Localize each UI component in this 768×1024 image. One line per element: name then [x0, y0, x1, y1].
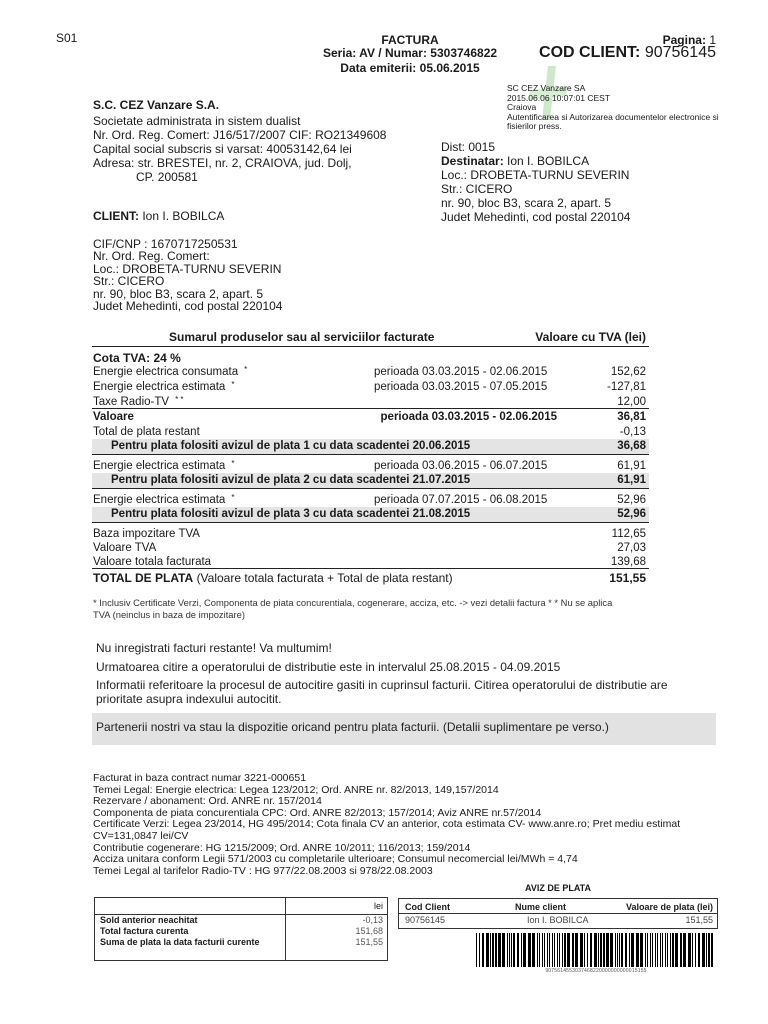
total-value: 112,65	[611, 528, 646, 540]
barcode-bar	[683, 933, 686, 967]
barcode-bar	[702, 933, 705, 967]
barcode-bar	[490, 933, 491, 967]
barcode-bar	[517, 933, 519, 967]
balance-label: Suma de plata la data facturii curente	[100, 937, 260, 947]
barcode-bar	[640, 933, 643, 967]
total-row	[92, 555, 649, 569]
barcode-bar	[711, 933, 713, 967]
barcode-bar	[652, 933, 653, 967]
summary-header-right: Valoare cu TVA (lei)	[535, 330, 646, 344]
client-heading	[93, 209, 224, 223]
barcode-bar	[672, 933, 674, 967]
row-label	[93, 395, 184, 409]
client-line: Nr. Ord. Reg. Comert:	[93, 249, 210, 264]
vat-rate: Cota TVA: 24 %	[93, 351, 181, 365]
grand-total-value: 151,55	[609, 571, 646, 585]
barcode-bar	[594, 933, 597, 967]
band-value: 36,68	[617, 440, 646, 452]
barcode-bar	[629, 933, 630, 967]
balance-header	[95, 898, 387, 915]
dist-code: Dist: 0015	[441, 140, 496, 154]
barcode-bar	[544, 933, 545, 967]
barcode-bar	[511, 933, 512, 967]
aviz-divider	[399, 913, 717, 914]
payment-notice-3	[92, 507, 649, 523]
barcode-bar	[479, 933, 480, 967]
client-line: CIF/CNP : 1670717250531	[93, 237, 238, 251]
row-label-text: Energie electrica estimata	[93, 381, 226, 393]
row-period: perioada 03.03.2015 - 07.05.2015	[374, 381, 548, 393]
grand-total-label: TOTAL DE PLATA	[93, 571, 194, 585]
aviz-client-name: Ion I. BOBILCA	[527, 915, 589, 925]
row-value: 12,00	[617, 396, 646, 408]
barcode-bar	[537, 933, 538, 967]
barcode-bar	[645, 933, 646, 967]
summary-header	[92, 329, 649, 347]
signature-line: fisierilor press.	[507, 121, 562, 132]
legal-line: CV=131,0847 lei/CV	[93, 829, 189, 842]
summary-row-value	[92, 410, 649, 424]
row-label-text: Energie electrica consumata	[93, 366, 239, 378]
barcode-bar	[486, 933, 489, 967]
barcode-bar	[575, 933, 578, 967]
summary-row	[92, 425, 649, 439]
barcode-bar	[502, 933, 505, 967]
band-value: 52,96	[617, 508, 646, 520]
recipient-name: Ion I. BOBILCA	[507, 154, 590, 168]
barcode-bar	[708, 933, 710, 967]
barcode-bar	[584, 933, 585, 967]
client-line: Judet Mehedinti, cod postal 220104	[93, 299, 283, 314]
band-label: Pentru plata folositi avizul de plata 3 cu data scadentei 21.08.2015	[111, 508, 471, 520]
balance-label: Total factura curenta	[100, 926, 189, 936]
row-star: *	[231, 493, 235, 502]
supplier-line: Societate administrata in sistem dualist	[93, 114, 301, 128]
row-period: perioada 03.03.2015 - 02.06.2015	[380, 411, 557, 423]
barcode-bar	[532, 933, 535, 967]
barcode-bar	[539, 933, 540, 967]
aviz-header-amount: Valoare de plata (lei)	[625, 902, 713, 912]
supplier-name: S.C. CEZ Vanzare S.A.	[93, 98, 220, 112]
barcode-bar	[636, 933, 639, 967]
row-label: Valoare	[93, 411, 134, 423]
barcode-bar	[647, 933, 648, 967]
aviz-box	[398, 898, 718, 929]
supplier-info	[93, 114, 386, 184]
barcode-bar	[619, 933, 620, 967]
recipient-line: Loc.: DROBETA-TURNU SEVERIN	[441, 168, 630, 182]
barcode-bars	[476, 933, 716, 967]
signature-line: Craiova	[507, 102, 537, 113]
barcode-bar	[562, 933, 563, 967]
signature-line: 2015.06.06 10:07:01 CEST	[507, 92, 611, 103]
grand-total-label-wrap	[93, 571, 453, 585]
barcode-bar	[495, 933, 497, 967]
client-code-value: 90756145	[644, 44, 716, 61]
client-label: CLIENT:	[93, 209, 139, 223]
summary-row	[92, 459, 649, 473]
aviz-client-code: 90756145	[405, 915, 446, 925]
barcode-bar	[523, 933, 526, 967]
band-label: Pentru plata folositi avizul de plata 1 cu data scadentei 20.06.2015	[111, 440, 471, 452]
barcode-bar	[559, 933, 560, 967]
barcode-bar	[549, 933, 550, 967]
invoice-title: FACTURA	[381, 33, 439, 47]
digital-signature	[507, 84, 719, 132]
barcode-bar	[492, 933, 494, 967]
row-label: Total de plata restant	[93, 426, 200, 438]
balance-value: -0,13	[362, 915, 383, 925]
barcode-bar	[698, 933, 700, 967]
barcode-bar	[476, 933, 477, 967]
barcode-bar	[670, 933, 671, 967]
aviz-header-name: Nume client	[515, 902, 567, 912]
page-code: S01	[56, 31, 78, 45]
client-line: Loc.: DROBETA-TURNU SEVERIN	[93, 261, 282, 276]
barcode-bar	[507, 933, 508, 967]
barcode-bar	[600, 933, 602, 967]
grand-total-note: (Valoare totala facturata + Total de plata restant)	[196, 571, 453, 585]
barcode-bar	[572, 933, 574, 967]
row-label	[93, 365, 247, 379]
signature-line: SC CEZ Vanzare SA	[507, 83, 586, 93]
barcode-bar	[662, 933, 663, 967]
total-row	[92, 527, 649, 541]
legal-line: Componenta de piata concurentiala CPC: Ord. ANRE 82/2013; 157/2014; Aviz ANRE nr.57/2014	[93, 806, 542, 819]
client-name: Ion I. BOBILCA	[142, 209, 225, 223]
barcode-bar	[552, 933, 553, 967]
row-label	[93, 459, 234, 473]
balance-box	[94, 897, 388, 961]
client-details	[93, 238, 282, 312]
row-period: perioada 07.07.2015 - 06.08.2015	[374, 494, 548, 506]
row-label-text: Energie electrica estimata	[93, 460, 226, 472]
grand-total-row	[92, 571, 649, 585]
payment-notice-1	[92, 439, 649, 455]
legal-line: Facturat in baza contract numar 3221-000651	[93, 772, 307, 784]
summary-row	[92, 365, 649, 379]
row-label	[93, 493, 234, 507]
balance-label: Sold anterior neachitat	[100, 915, 198, 925]
summary-row	[92, 493, 649, 507]
aviz-header-code: Cod Client	[405, 902, 450, 912]
barcode-bar	[557, 933, 558, 967]
partners-message: Partenerii nostri va stau la dispozitie oricand pentru plata facturii. (Detalii suplimentare pe verso.)	[96, 720, 609, 734]
summary-row	[92, 395, 649, 409]
row-value: 152,62	[610, 366, 646, 378]
band-value: 61,91	[617, 474, 646, 486]
barcode-bar	[667, 933, 668, 967]
row-value: 52,96	[617, 494, 646, 506]
balance-divider	[285, 914, 286, 960]
message-no-arrears: Nu inregistrati facturi restante! Va multumim!	[96, 641, 332, 655]
barcode-bar	[547, 933, 548, 967]
total-label: Valoare TVA	[93, 542, 157, 554]
barcode-bar	[650, 933, 651, 967]
supplier-line: Nr. Ord. Reg. Comert: J16/517/2007 CIF: RO21349608	[93, 128, 387, 142]
supplier-line: Adresa: str. BRESTEI, nr. 2, CRAIOVA, jud. Dolj,	[93, 156, 352, 170]
barcode-bar	[695, 933, 696, 967]
summary-header-left: Sumarul produselor sau al serviciilor facturate	[169, 330, 435, 344]
partners-banner	[92, 713, 716, 745]
barcode-bar	[567, 933, 570, 967]
footnote	[93, 597, 612, 620]
balance-value: 151,55	[355, 937, 383, 947]
footnote-line: TVA (neinclus in baza de impozitare)	[93, 608, 245, 620]
row-value: 61,91	[617, 460, 646, 472]
barcode-bar	[598, 933, 599, 967]
barcode-bar	[706, 933, 707, 967]
recipient-line: nr. 90, bloc B3, scara 2, apart. 5	[441, 196, 612, 210]
barcode-bar	[665, 933, 666, 967]
barcode-bar	[554, 933, 555, 967]
barcode	[476, 933, 716, 967]
row-value: -127,81	[606, 381, 646, 393]
barcode-bar	[580, 933, 583, 967]
barcode-bar	[606, 933, 609, 967]
barcode-bar	[680, 933, 682, 967]
barcode-bar	[528, 933, 531, 967]
row-star: *	[244, 365, 248, 374]
balance-col-header: lei	[373, 901, 383, 911]
barcode-bar	[660, 933, 661, 967]
barcode-bar	[590, 933, 592, 967]
aviz-title: AVIZ DE PLATA	[525, 883, 591, 893]
barcode-bar	[603, 933, 605, 967]
row-star: *	[231, 380, 235, 389]
page-number: 1	[709, 33, 716, 47]
barcode-bar	[615, 933, 616, 967]
recipient-label: Destinatar:	[441, 154, 504, 168]
barcode-bar	[631, 933, 634, 967]
client-line: Str.: CICERO	[93, 274, 165, 289]
recipient-name-line	[441, 154, 630, 168]
legal-line: Rezervare / abonament: Ord. ANRE nr. 157/2014	[93, 795, 322, 808]
barcode-bar	[564, 933, 566, 967]
row-value: 36,81	[617, 411, 646, 423]
legal-line: Temei Legal: Energie electrica: Legea 123/2012; Ord. ANRE nr. 82/2013, 149,157/2014	[93, 783, 499, 796]
supplier-line: CP. 200581	[136, 170, 198, 184]
legal-line: Acciza unitara conform Legii 571/2003 cu completarile ulterioare; Consumul necomercial lei/MWh = 4,74	[93, 853, 578, 866]
total-row	[92, 541, 649, 555]
signature-line: Autentificarea si Autorizarea documentelor electronice si	[507, 111, 719, 122]
total-label: Valoare totala facturata	[93, 556, 212, 568]
page-label: Pagina:	[662, 33, 706, 47]
barcode-bar	[513, 933, 515, 967]
row-label	[93, 380, 234, 394]
barcode-bar	[692, 933, 693, 967]
barcode-bar	[610, 933, 613, 967]
barcode-bar	[625, 933, 627, 967]
legal-notes	[93, 773, 680, 877]
barcode-bar	[498, 933, 501, 967]
row-star: * *	[175, 395, 184, 404]
barcode-bar	[657, 933, 658, 967]
total-value: 27,03	[617, 542, 646, 554]
client-code-label: COD CLIENT:	[539, 44, 641, 61]
barcode-bar	[655, 933, 656, 967]
balance-divider	[285, 898, 286, 914]
invoice-series: Seria: AV / Numar: 5303746822	[322, 46, 498, 60]
legal-line: Certificate Verzi: Legea 23/2014, HG 495/2014; Cota finala CV an anterior, cota estimata CV- www.anre.ro; Pret mediu estimat	[93, 818, 681, 831]
legal-line: Contributie cogenerare: HG 1215/2009; Ord. ANRE 10/2011; 116/2013; 159/2014	[93, 841, 471, 854]
row-star: *	[231, 459, 235, 468]
recipient-line: Str.: CICERO	[441, 182, 513, 196]
row-period: perioada 03.03.2015 - 02.06.2015	[374, 366, 548, 378]
summary-row	[92, 380, 649, 394]
barcode-bar	[621, 933, 623, 967]
barcode-bar	[521, 933, 522, 967]
barcode-text: 9075614553037468220000000000015155	[545, 968, 647, 974]
barcode-bar	[688, 933, 691, 967]
barcode-bar	[675, 933, 678, 967]
footnote-line: * Inclusiv Certificate Verzi, Componenta de piata concurentiala, cogenerare, acciza, etc. -> vezi detalii factura * * Nu se aplica	[93, 597, 613, 608]
message-self-reading	[96, 679, 696, 706]
total-label: Baza impozitare TVA	[93, 528, 200, 540]
client-line: nr. 90, bloc B3, scara 2, apart. 5	[93, 286, 264, 301]
row-value: -0,13	[619, 426, 646, 438]
barcode-bar	[587, 933, 588, 967]
message-line: Informatii referitoare la procesul de autocitire gasiti in cuprinsul facturii. Citirea operatorului de distributie are	[96, 678, 668, 692]
supplier-line: Capital social subscris si varsat: 40053142,64 lei	[93, 142, 352, 156]
payment-notice-2	[92, 473, 649, 489]
legal-line: Temei Legal al tarifelor Radio-TV : HG 977/22.08.2003 si 978/22.08.2003	[93, 864, 433, 877]
band-label: Pentru plata folositi avizul de plata 2 cu data scadentei 21.07.2015	[111, 474, 471, 486]
recipient-line: Judet Mehedinti, cod postal 220104	[441, 210, 631, 224]
recipient	[441, 140, 630, 224]
barcode-bar	[617, 933, 618, 967]
invoice-date: Data emiterii: 05.06.2015	[340, 61, 480, 75]
total-value: 139,68	[610, 556, 646, 568]
message-next-reading: Urmatoarea citire a operatorului de distributie este in intervalul 25.08.2015 - 04.09.2015	[96, 660, 561, 674]
barcode-bar	[482, 933, 484, 967]
balance-value: 151,68	[355, 926, 383, 936]
barcode-bar	[509, 933, 510, 967]
row-period: perioada 03.06.2015 - 06.07.2015	[374, 460, 548, 472]
row-label-text: Energie electrica estimata	[93, 494, 226, 506]
aviz-amount: 151,55	[685, 915, 713, 925]
message-line: prioritate asupra indexului autocitit.	[96, 691, 282, 706]
row-label-text: Taxe Radio-TV	[93, 396, 170, 408]
barcode-bar	[542, 933, 543, 967]
